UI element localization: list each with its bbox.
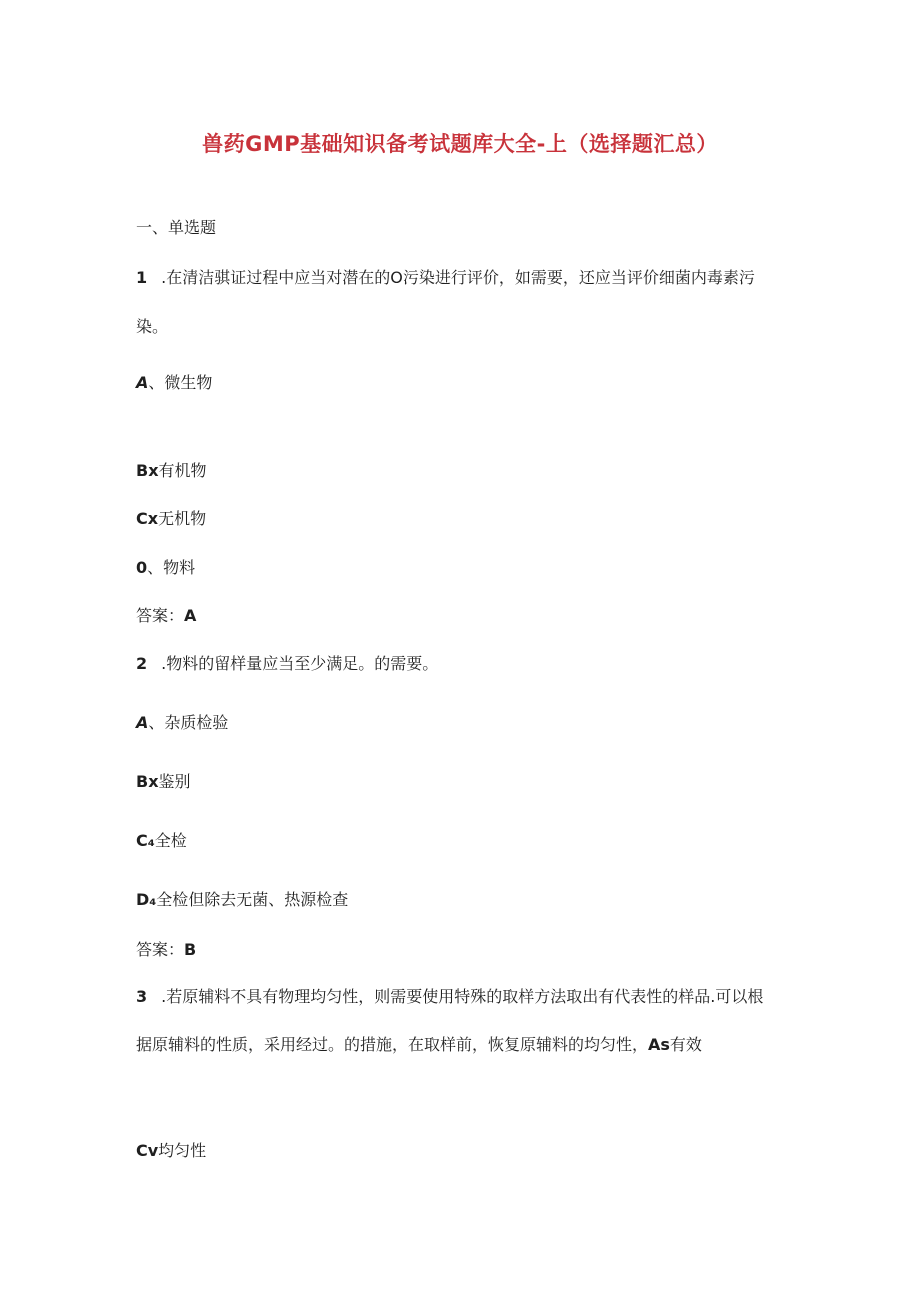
question-3-line-2: 据原辅料的性质，采用经过。的措施，在取样前，恢复原辅料的均匀性，As有效 <box>136 1035 702 1054</box>
question-2-option-c: C₄全检 <box>136 831 187 850</box>
question-1-answer: 答案：A <box>136 606 197 625</box>
question-3-option-a-key: As <box>648 1035 670 1054</box>
question-2-answer: 答案：B <box>136 940 197 959</box>
question-1-option-a: A、微生物 <box>136 373 213 392</box>
question-1-option-d: 0、物料 <box>136 558 196 577</box>
question-2-option-b: Bx鉴别 <box>136 772 191 791</box>
question-text: .物料的留样量应当至少满足。的需要。 <box>161 654 439 673</box>
question-text: .若原辅料不具有物理均匀性，则需要使用特殊的取样方法取出有代表性的样品.可以根 <box>161 987 764 1006</box>
question-2-option-a: A、杂质检验 <box>136 713 229 732</box>
question-3-option-c: Cv均匀性 <box>136 1141 207 1160</box>
question-text: .在清洁骐证过程中应当对潜在的O污染进行评价，如需要，还应当评价细菌内毒素污 <box>161 268 755 287</box>
section-heading: 一、单选题 <box>136 218 217 237</box>
question-number: 2 <box>136 654 148 673</box>
question-1-option-c: Cx无机物 <box>136 509 207 528</box>
question-2-line-1 <box>136 653 438 675</box>
question-1-line-1 <box>136 267 755 289</box>
question-number: 1 <box>136 268 148 287</box>
question-1-line-2: 染。 <box>136 317 169 336</box>
question-number: 3 <box>136 987 148 1006</box>
question-2-option-d: D₄全检但除去无菌、热源检查 <box>136 890 349 909</box>
question-1-option-b: Bx有机物 <box>136 461 207 480</box>
question-3-option-a-text: 有效 <box>669 1035 702 1054</box>
document-title: 兽药GMP基础知识备考试题库大全-上（选择题汇总） <box>202 132 718 156</box>
question-3-line-1 <box>136 986 763 1008</box>
